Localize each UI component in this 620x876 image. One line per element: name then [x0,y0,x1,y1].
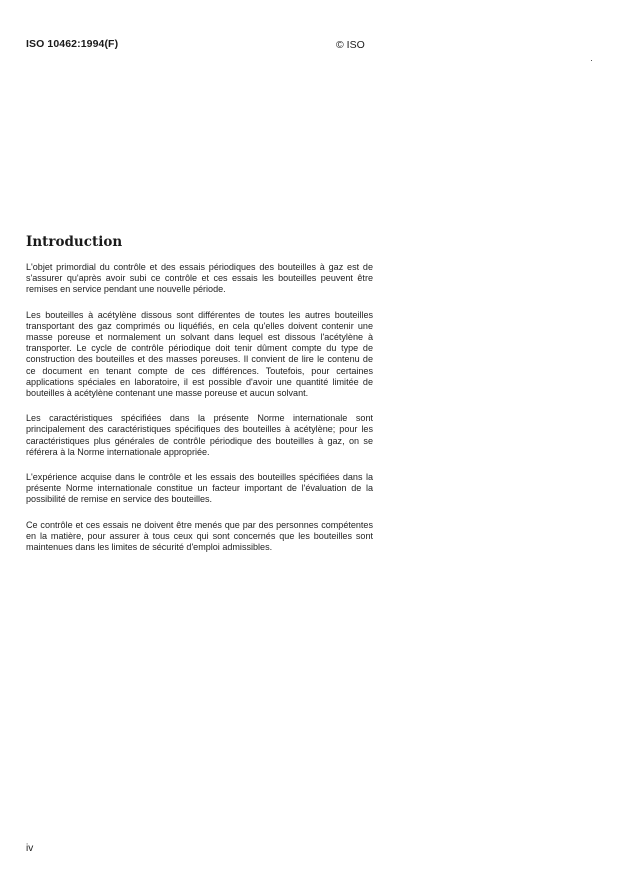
paragraph-competent-persons: Ce contrôle et ces essais ne doivent être menés que par des personnes compétentes en la matière, pour assurer à tous ceux qui sont concernés que les bouteilles sont maintenues dans les limites de sécurité d'emploi admissibles. [26,519,373,553]
scan-speck [591,60,592,61]
paragraph-acetylene-cylinders: Les bouteilles à acétylène dissous sont différentes de toutes les autres bouteilles transportant des gaz comprimés ou liquéfiés, en cela qu'elles doivent contenir une masse poreuse et normalement un solvant dans lequel est dissous l'acétylène à transporter. Le cycle de contrôle périodique doit tenir dûment compte du type de construction des bouteilles et des masses poreuses. Il convient de lire le contenu de ce document en tenant compte de ces différences. Toutefois, pour certaines applications spéciales en laboratoire, il est possible d'avoir une quantité limitée de bouteilles à acétylène contenant une masse poreuse et aucun solvant. [26,309,373,399]
paragraph-characteristics: Les caractéristiques spécifiées dans la présente Norme internationale sont principalement des caractéristiques spécifiques des bouteilles à acétylène; pour les caractéristiques plus générales de contrôle périodique des bouteilles à gaz, on se référera à la Norme internationale appropriée. [26,413,373,457]
section-title: Introduction [26,234,123,250]
copyright-notice: © ISO [336,39,365,51]
paragraph-objective: L'objet primordial du contrôle et des essais périodiques des bouteilles à gaz est de s'assurer qu'après avoir subi ce contrôle et ces essais les bouteilles peuvent être remises en service pendant une nouvelle période. [26,262,373,295]
page-number: iv [26,843,34,854]
paragraph-experience: L'expérience acquise dans le contrôle et les essais des bouteilles spécifiées dans la présente Norme internationale constitue un facteur important de l'évaluation de la possibilité de remise en service des bouteilles. [26,472,373,505]
section-body [26,262,373,567]
standard-identifier: ISO 10462:1994(F) [26,38,119,50]
